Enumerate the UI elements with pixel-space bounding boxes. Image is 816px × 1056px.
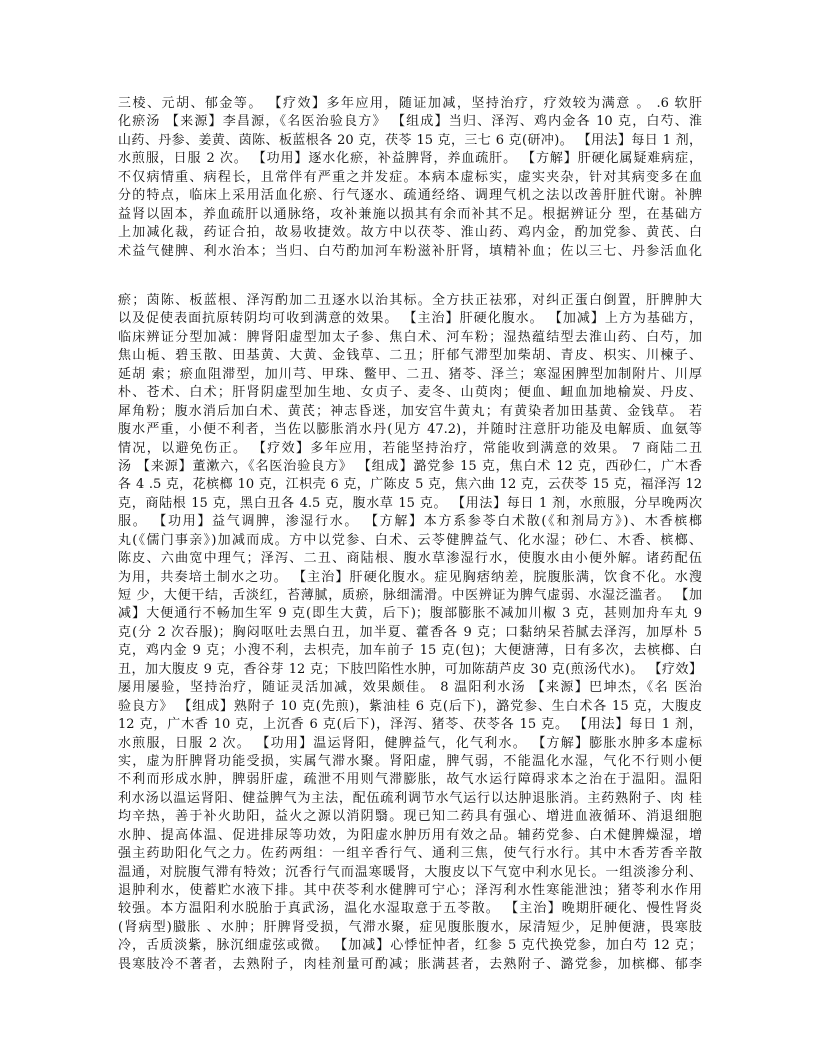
text-line: 情况，以避免伤正。 【疗效】多年应用，若能坚持治疗，常能收到满意的效果。 7 商陆二丑 <box>118 440 702 456</box>
text-line: 克，鸡内金 9 克；小溲不利，去枳壳，加车前子 15 克(包)；大便溏薄，日有多次，去槟榔、白 <box>118 643 702 659</box>
text-line: 12 克，广木香 10 克，上沉香 6 克(后下)，泽泻、猪苓、茯苓各 15 克。 【用法】每日 1 剂， <box>118 717 702 733</box>
text-line: 陈皮、六曲宽中理气；泽泻、二丑、商陆根、腹水草渗湿行水，使腹水由小便外解。诸药配伍 <box>118 551 702 567</box>
text-line: 畏寒肢冷不著者，去熟附子，肉桂剂量可酌减；胀满甚者，去熟附子、潞党参，加槟榔、郁李 <box>118 956 702 972</box>
text-line: 丑，加大腹皮 9 克，香谷芽 12 克；下肢凹陷性水肿，可加陈葫芦皮 30 克(煎汤代水)。 【疗效】 <box>118 661 702 677</box>
text-line: 冷，舌质淡紫，脉沉细虚弦或微。 【加减】心悸怔忡者，红参 5 克代换党参，加白芍 12 克； <box>118 938 702 954</box>
text-line: 温通，对脘腹气滞有特效；沉香行气而温寒暖肾，大腹皮以下气宽中利水见长。一组淡渗分利、 <box>118 864 702 880</box>
text-line: 实，虚为肝脾肾功能受损，实属气滞水聚。肾阳虚，脾气弱，不能温化水湿，气化不行则小便 <box>118 753 702 769</box>
text-line: 水煎服，日服 2 次。 【功用】温运肾阳，健脾益气，化气利水。 【方解】膨胀水肿多本虚标 <box>118 735 702 751</box>
text-line: 利水汤以温运肾阳、健益脾气为主法，配伍疏利调节水气运行以达肿退胀消。主药熟附子、肉 桂 <box>118 790 702 806</box>
text-line: 不利而形成水肿，脾弱肝虚，疏泄不用则气滞膨胀，故气水运行障碍求本之治在于温阳。温阳 <box>118 772 702 788</box>
text-line: 朴、苍术、白术；肝肾阴虚型加生地、女贞子、麦冬、山萸肉；便血、衄血加地榆炭、丹皮、 <box>118 385 702 401</box>
text-line: 屡用屡验，坚持治疗，随证灵活加减，效果颇佳。 8 温阳利水汤 【来源】巴坤杰，《名 医治 <box>118 680 702 696</box>
text-line: 三棱、元胡、郁金等。 【疗效】多年应用，随证加减，坚持治疗，疗效较为满意 。 .6 软肝 <box>118 96 702 111</box>
text-line: (肾病型)臌胀 、水肿；肝脾肾受损，气滞水聚，症见腹胀腹水，尿清短少，足肿便溏，畏寒肢 <box>118 919 702 935</box>
text-line: 丸(《儒门事亲》)加减而成。方中以党参、白术、云苓健脾益气、化水湿；砂仁、木香、槟榔、 <box>118 532 702 548</box>
text-line: 以及促使表面抗原转阴均可收到满意的效果。 【主治】肝硬化腹水。 【加减】上方为基础方， <box>118 311 702 327</box>
text-line: 上加减化裁，药证合拍，故易收捷效。故方中以茯苓、淮山药、鸡内金，酌加党参、黄芪、白 <box>118 225 702 241</box>
paragraph-1 <box>118 95 702 261</box>
text-line: 克，商陆根 15 克，黑白丑各 4.5 克，腹水草 15 克。 【用法】每日 1 剂，水煎服，分早晚两次 <box>118 495 702 511</box>
text-line: 汤 【来源】董漱六，《名医治验良方》 【组成】潞党参 15 克，焦白术 12 克，西砂仁，广木香 <box>118 458 702 474</box>
text-line: 分的特点，临床上采用活血化瘀、行气逐水、疏通经络、调理气机之法以改善肝脏代谢。补脾 <box>118 188 702 204</box>
text-line: 各 4 .5 克，花槟榔 10 克，江枳壳 6 克，广陈皮 5 克，焦六曲 12 克，云茯苓 15 克，福泽泻 12 <box>118 477 702 493</box>
text-line: 山药、丹参、姜黄、茵陈、板蓝根各 20 克，茯苓 15 克，三七 6 克(研冲)。 【用法】每日 1 剂， <box>118 132 702 148</box>
text-line: 焦山栀、碧玉散、田基黄、大黄、金钱草、二丑；肝郁气滞型加柴胡、青皮、枳实、川楝子、 <box>118 348 702 364</box>
text-line: 延胡 索；瘀血阻滞型，加川芎、甲珠、鳖甲、二丑、猪苓、泽兰；寒湿困脾型加制附片、川厚 <box>118 366 702 382</box>
text-line: 减】大便通行不畅加生军 9 克(即生大黄，后下)；腹部膨胀不减加川椒 3 克，甚则加舟车丸 9 <box>118 606 702 622</box>
text-line: 为用，共奏培土制水之功。 【主治】肝硬化腹水。症见胸痞纳差，脘腹胀满，饮食不化。水溲 <box>118 569 702 585</box>
text-line: 服。 【功用】益气调脾，渗湿行水。 【方解】本方系参苓白术散(《和剂局方》)、木香槟榔 <box>118 514 702 530</box>
text-line: 水肿、提高体温、促进排尿等功效，为阳虚水肿历用有效之品。辅药党参、白术健脾燥湿，增 <box>118 827 702 843</box>
text-line: 水煎服，日服 2 次。 【功用】逐水化瘀，补益脾肾，养血疏肝。 【方解】肝硬化属疑难病症， <box>118 151 702 167</box>
text-line: 腹水严重，小便不利者，当佐以膨胀消水丹(见方 47.2)，并随时注意肝功能及电解质、血氨等 <box>118 422 702 438</box>
text-line: 化瘀汤 【来源】李昌源，《名医治验良方》 【组成】当归、泽泻、鸡内金各 10 克，白芍、淮 <box>118 114 702 130</box>
text-line: 犀角粉；腹水消后加白术、黄芪；神志昏迷，加安宫牛黄丸；有黄染者加田基黄、金钱草。 若 <box>118 403 702 419</box>
text-line: 不仅病情重、病程长，且常伴有严重之并发症。本病本虚标实，虚实夹杂，针对其病变多在血 <box>118 169 702 185</box>
text-line: 较强。本方温阳利水脱胎于真武汤，温化水湿取意于五苓散。 【主治】晚期肝硬化、慢性肾炎 <box>118 901 702 917</box>
text-line: 克(分 2 次吞服)；胸闷呕吐去黑白丑，加半夏、藿香各 9 克；口黏纳呆苔腻去泽泻，加厚朴 5 <box>118 624 702 640</box>
text-line: 强主药助阳化气之力。佐药两组：一组辛香行气、通利三焦，使气行水行。其中木香芳香辛散 <box>118 846 702 862</box>
text-line: 临床辨证分型加减：脾肾阳虚型加太子参、焦白术、河车粉；湿热蕴结型去淮山药、白芍，加 <box>118 329 702 345</box>
text-line: 验良方》 【组成】熟附子 10 克(先煎)，紫油桂 6 克(后下)，潞党参、生白术各 15 克，大腹皮 <box>118 698 702 714</box>
text-line: 退肿利水，使蓄贮水液下排。其中茯苓利水健脾可宁心；泽泻利水性寒能泄浊；猪苓利水作用 <box>118 883 702 898</box>
text-line: 短 少，大便干结，舌淡红，苔薄腻，质瘀，脉细濡滑。中医辨证为脾气虚弱、水湿泛滥者。 【加 <box>118 588 702 603</box>
text-line: 术益气健脾、利水治本；当归、白芍酌加河车粉滋补肝肾，填精补血；佐以三七、丹参活血化 <box>118 243 702 259</box>
text-line: 瘀；茵陈、板蓝根、泽泻酌加二丑逐水以治其标。全方扶正祛邪，对纠正蛋白倒置，肝脾肿大 <box>118 293 702 308</box>
paragraph-2 <box>118 292 702 974</box>
text-line: 均辛热，善于补火助阳，益火之源以消阴翳。现已知二药具有强心、增进血液循环、消退细胞 <box>118 809 702 825</box>
text-line: 益肾以固本，养血疏肝以通脉络，攻补兼施以损其有余而补其不足。根据辨证分 型，在基础方 <box>118 206 702 222</box>
